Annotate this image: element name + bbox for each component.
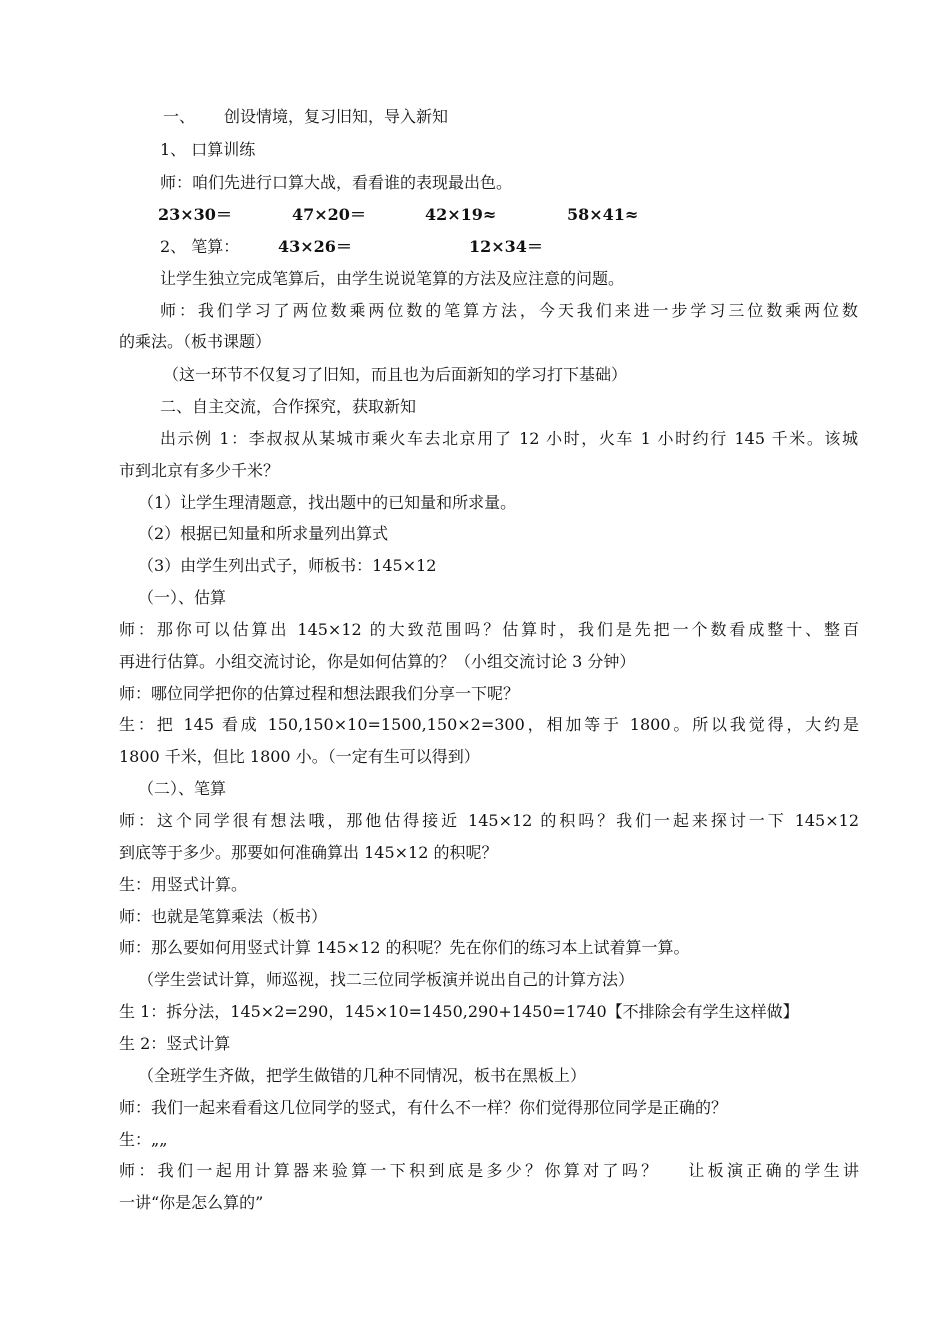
teacher-line: 师：那么要如何用竖式计算 145×12 的积呢？先在你们的练习本上试着算一算。 <box>119 938 690 957</box>
oral-exercise: 23×30＝ <box>158 205 232 224</box>
example-problem-continued: 市到北京有多少千米？ <box>119 461 280 480</box>
student-line: 生 2：竖式计算 <box>119 1034 231 1053</box>
teacher-line: 师：我们学习了两位数乘两位数的笔算方法，今天我们来进一步学习三位数乘两位数 <box>160 301 858 320</box>
note-line: （这一环节不仅复习了旧知，而且也为后面新知的学习打下基础） <box>163 365 628 384</box>
written-exercise: 43×26＝ <box>278 237 352 256</box>
section2-heading: 二、自主交流，合作探究，获取新知 <box>160 397 417 416</box>
item-written-label: 2、 笔算： <box>160 237 240 256</box>
teacher-line-continued: 到底等于多少。那要如何准确算出 145×12 的积呢？ <box>119 843 498 862</box>
teacher-line-continued: 再进行估算。小组交流讨论，你是如何估算的？（小组交流讨论 3 分钟） <box>119 652 636 671</box>
item-oral-training: 1、 口算训练 <box>160 140 256 159</box>
step-3: （3）由学生列出式子，师板书：145×12 <box>138 556 437 575</box>
step-2: （2）根据已知量和所求量列出算式 <box>138 524 389 543</box>
teacher-line: 师：哪位同学把你的估算过程和想法跟我们分享一下呢？ <box>119 684 520 703</box>
teacher-line: 师：咱们先进行口算大战，看看谁的表现最出色。 <box>160 173 513 192</box>
oral-exercise: 42×19≈ <box>425 205 497 224</box>
note-line: （全班学生齐做，把学生做错的几种不同情况，板书在黑板上） <box>138 1066 587 1085</box>
subsection-written: （二）、笔算 <box>138 779 227 798</box>
teacher-line: 师：我们一起来看看这几位同学的竖式，有什么不一样？你们觉得那位同学是正确的？ <box>119 1098 728 1117</box>
student-line-continued: 1800 千米，但比 1800 小。（一定有生可以得到） <box>119 747 480 766</box>
student-line: 生：„„ <box>119 1130 168 1149</box>
student-line: 生：把 145 看成 150,150×10=1500,150×2=300，相加等于 1800。所以我觉得，大约是 <box>119 715 859 734</box>
section1-heading: 创设情境，复习旧知，导入新知 <box>224 107 449 126</box>
student-line: 生 1：拆分法，145×2=290，145×10=1450,290+1450=1740【不排除会有学生这样做】 <box>119 1002 799 1021</box>
teacher-line-continued: 一讲“你是怎么算的” <box>119 1193 264 1212</box>
written-exercise: 12×34＝ <box>469 237 543 256</box>
teacher-line: 师：也就是笔算乘法（板书） <box>119 907 328 926</box>
instruction-line: 让学生独立完成笔算后，由学生说说笔算的方法及应注意的问题。 <box>160 269 625 288</box>
subsection-estimation: （一）、估算 <box>138 588 227 607</box>
teacher-line: 师：我们一起用计算器来验算一下积到底是多少？你算对了吗？ 让板演正确的学生讲 <box>119 1161 859 1180</box>
example-problem: 出示例 1：李叔叔从某城市乘火车去北京用了 12 小时，火车 1 小时约行 145 千米。该城 <box>160 429 858 448</box>
teacher-line: 师：那你可以估算出 145×12 的大致范围吗？估算时，我们是先把一个数看成整十、整百 <box>119 620 859 639</box>
student-line: 生：用竖式计算。 <box>119 875 248 894</box>
section1-heading-number: 一、 <box>163 107 196 126</box>
teacher-line-continued: 的乘法。（板书课题） <box>119 332 272 351</box>
step-1: （1）让学生理清题意，找出题中的已知量和所求量。 <box>138 493 517 512</box>
note-line: （学生尝试计算，师巡视，找二三位同学板演并说出自己的计算方法） <box>138 970 635 989</box>
oral-exercise: 47×20＝ <box>292 205 366 224</box>
oral-exercise: 58×41≈ <box>567 205 639 224</box>
teacher-line: 师：这个同学很有想法哦，那他估得接近 145×12 的积吗？我们一起来探讨一下 145×12 <box>119 811 859 830</box>
